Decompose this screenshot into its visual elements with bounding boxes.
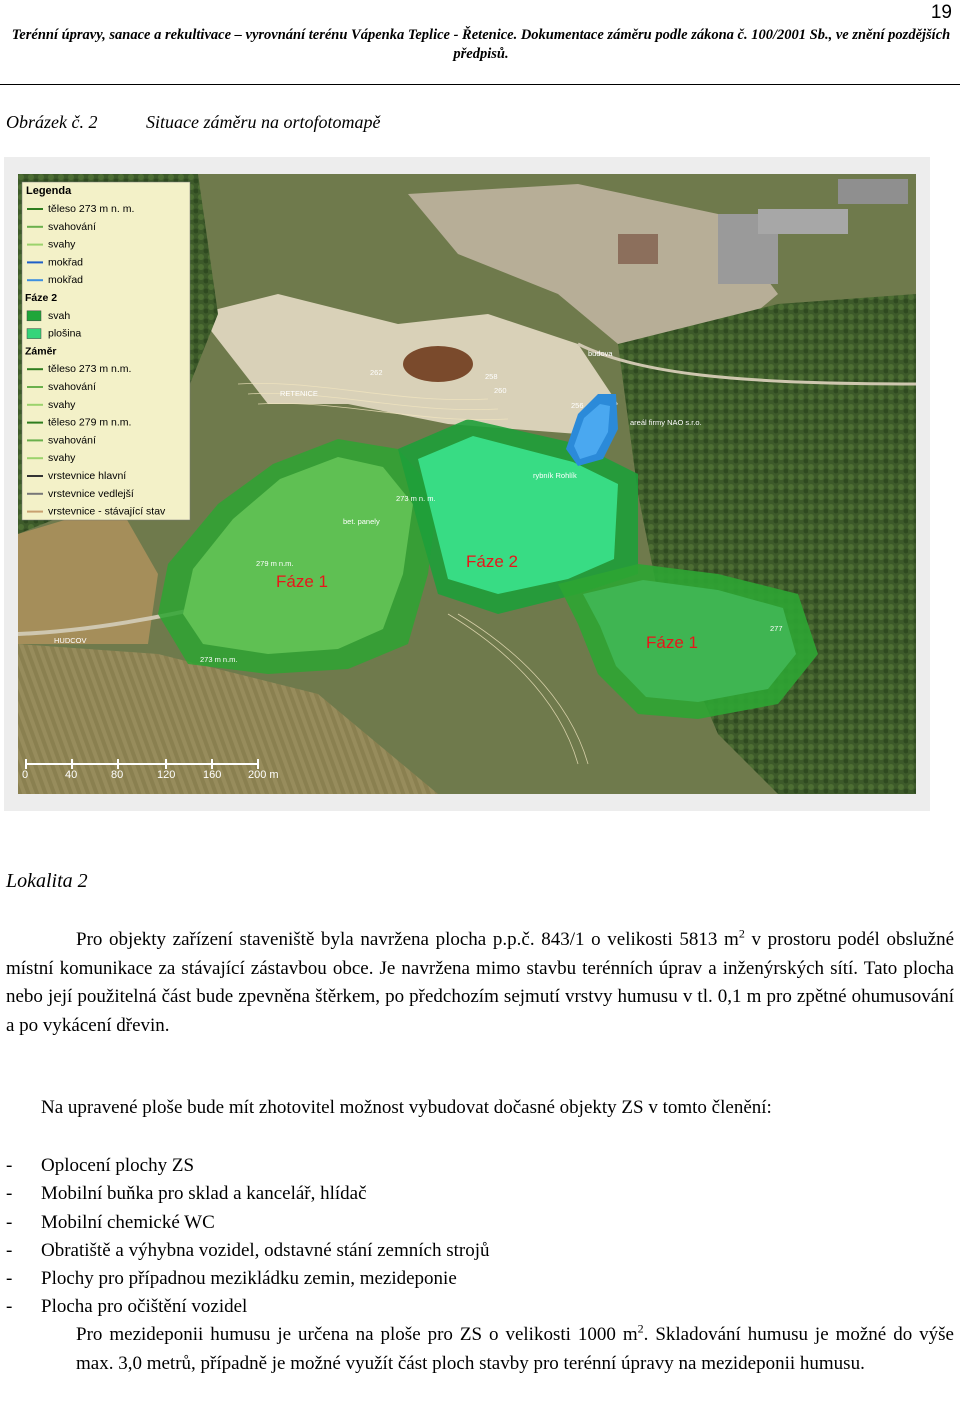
bullet-marker: - — [6, 1211, 13, 1233]
map-label: rybník Rohlík — [533, 471, 577, 480]
zone-label: Fáze 1 — [276, 572, 328, 591]
list-item — [6, 1293, 954, 1321]
legend-item-label: svahování — [48, 220, 96, 233]
building — [838, 179, 908, 204]
scale-tick: 0 — [22, 769, 29, 781]
legend-item-label: mokřad — [48, 256, 84, 269]
orthophoto-map — [18, 174, 916, 794]
bullet-marker: - — [6, 1268, 13, 1290]
legend-group-title: Záměr — [25, 345, 57, 358]
map-label: HUDCOV — [54, 636, 87, 645]
legend-item-label: mokřad — [48, 274, 84, 287]
paragraph-1-sup: 2 — [738, 926, 745, 941]
legend-item-label: vrstevnice - stávající stav — [48, 505, 166, 518]
legend-item-label: svahy — [48, 398, 76, 411]
legend-item-label: svahy — [48, 452, 76, 465]
building — [618, 234, 658, 264]
bullet-marker: - — [6, 1296, 13, 1318]
figure-label: Obrázek č. 2 — [6, 112, 98, 132]
list-item-text: Mobilní chemické WC — [41, 1211, 215, 1233]
map-label: 279 m n.m. — [256, 559, 294, 568]
bullet-marker: - — [6, 1183, 13, 1205]
map-label: areál firmy NAO s.r.o. — [630, 418, 702, 427]
map-label: bet. panely — [343, 517, 380, 526]
paragraph-3-a: Pro mezideponii humusu je určena na ploše pro ZS o velikosti 1000 m — [76, 1324, 638, 1345]
legend-title: Legenda — [26, 185, 72, 197]
zone-label: Fáze 1 — [646, 633, 698, 652]
paragraph-3 — [76, 1321, 954, 1378]
scale-tick: 40 — [65, 769, 78, 781]
legend-group-title: Fáze 2 — [25, 292, 58, 304]
paragraph-3-sup: 2 — [637, 1321, 644, 1336]
paragraph-1-rest: v prostoru podél obslužné místní komunikace za stávající zástavbou obce. Je navržena mimo stavbu terénních úprav a inženýrských sítí. Tato plocha nebo její použitelná část bude zpevněna štěrkem, po předchozím sejmutí vrstvy humusu v tl. 0,1 m pro zpětné ohumusování a po vykácení dřevin. — [6, 929, 955, 1036]
building — [758, 209, 848, 234]
legend-item-label: svahování — [48, 434, 96, 447]
legend-item-label: vrstevnice hlavní — [48, 470, 127, 482]
list-item-text: Plochy pro případnou mezikládku zemin, mezideponie — [41, 1268, 457, 1290]
zone-label: Fáze 2 — [466, 552, 518, 571]
header-divider — [0, 84, 960, 85]
paragraph-1-main: Pro objekty zařízení staveniště byla navržena plocha p.p.č. 843/1 o velikosti 5813 m — [76, 929, 739, 950]
list-item — [6, 1237, 954, 1265]
legend-item-label: svahy — [48, 238, 76, 251]
bullet-marker: - — [6, 1239, 13, 1261]
list-item — [6, 1265, 954, 1293]
figure-caption — [6, 112, 381, 133]
map-label: 256 — [571, 401, 584, 410]
scale-tick: 80 — [111, 769, 124, 781]
legend-item-label: svahování — [48, 381, 96, 393]
figure-title: Situace záměru na ortofotomapě — [146, 112, 381, 132]
map-label: budova — [588, 349, 613, 358]
pond-brown — [403, 346, 473, 382]
list-item-text: Obratiště a výhybna vozidel, odstavné stání zemních strojů — [41, 1239, 490, 1261]
paragraph-1 — [6, 926, 954, 1040]
legend-swatch — [27, 329, 41, 339]
map-label: 260 — [494, 386, 507, 395]
map-label: 277 — [770, 624, 783, 633]
map-label: 273 m n. m. — [396, 494, 436, 503]
paragraph-2 — [6, 1094, 954, 1123]
scale-tick: 200 m — [248, 769, 279, 781]
running-header: Terénní úpravy, sanace a rekultivace – vyrovnání terénu Vápenka Teplice - Řetenice. Dokumentace záměru podle zákona č. 100/2001 Sb., ve znění pozdějších předpisů. — [11, 27, 951, 62]
legend-item-label: plošina — [48, 327, 82, 340]
map-label: RETENICE — [280, 389, 318, 398]
list-item — [6, 1209, 954, 1237]
paragraph-2-text: Na upravené ploše bude mít zhotovitel možnost vybudovat dočasné objekty ZS v tomto členění: — [41, 1097, 772, 1118]
map-label: 258 — [485, 372, 498, 381]
list-item — [6, 1152, 954, 1180]
list-item-text: Plocha pro očištění vozidel — [41, 1296, 248, 1318]
bullet-marker: - — [6, 1155, 13, 1176]
list-item-text: Oplocení plochy ZS — [41, 1155, 195, 1176]
list-item-text: Mobilní buňka pro sklad a kancelář, hlídač — [41, 1183, 367, 1205]
legend-swatch — [27, 311, 41, 321]
list-item — [6, 1180, 954, 1208]
page-number: 19 — [930, 2, 952, 23]
map-label: 273 m n.m. — [200, 655, 238, 664]
legend-item-label: vrstevnice vedlejší — [48, 487, 134, 500]
section-heading: Lokalita 2 — [6, 870, 88, 892]
scale-tick: 120 — [157, 769, 176, 781]
legend-item-label: svah — [48, 309, 71, 322]
legend-item-label: těleso 273 m n.m. — [48, 363, 132, 376]
legend-item-label: těleso 279 m n.m. — [48, 416, 132, 429]
bullet-list — [6, 1152, 954, 1322]
map-legend — [22, 182, 190, 520]
scale-tick: 160 — [203, 769, 222, 781]
map-label: 262 — [370, 368, 383, 377]
legend-item-label: těleso 273 m n. m. — [48, 203, 135, 215]
paragraph-3-b: . Skladování humusu je možné do výše max. 3,0 metrů, případně je možné využít část ploch stavby pro terénní úpravy na mezideponii humusu. — [76, 1324, 954, 1374]
